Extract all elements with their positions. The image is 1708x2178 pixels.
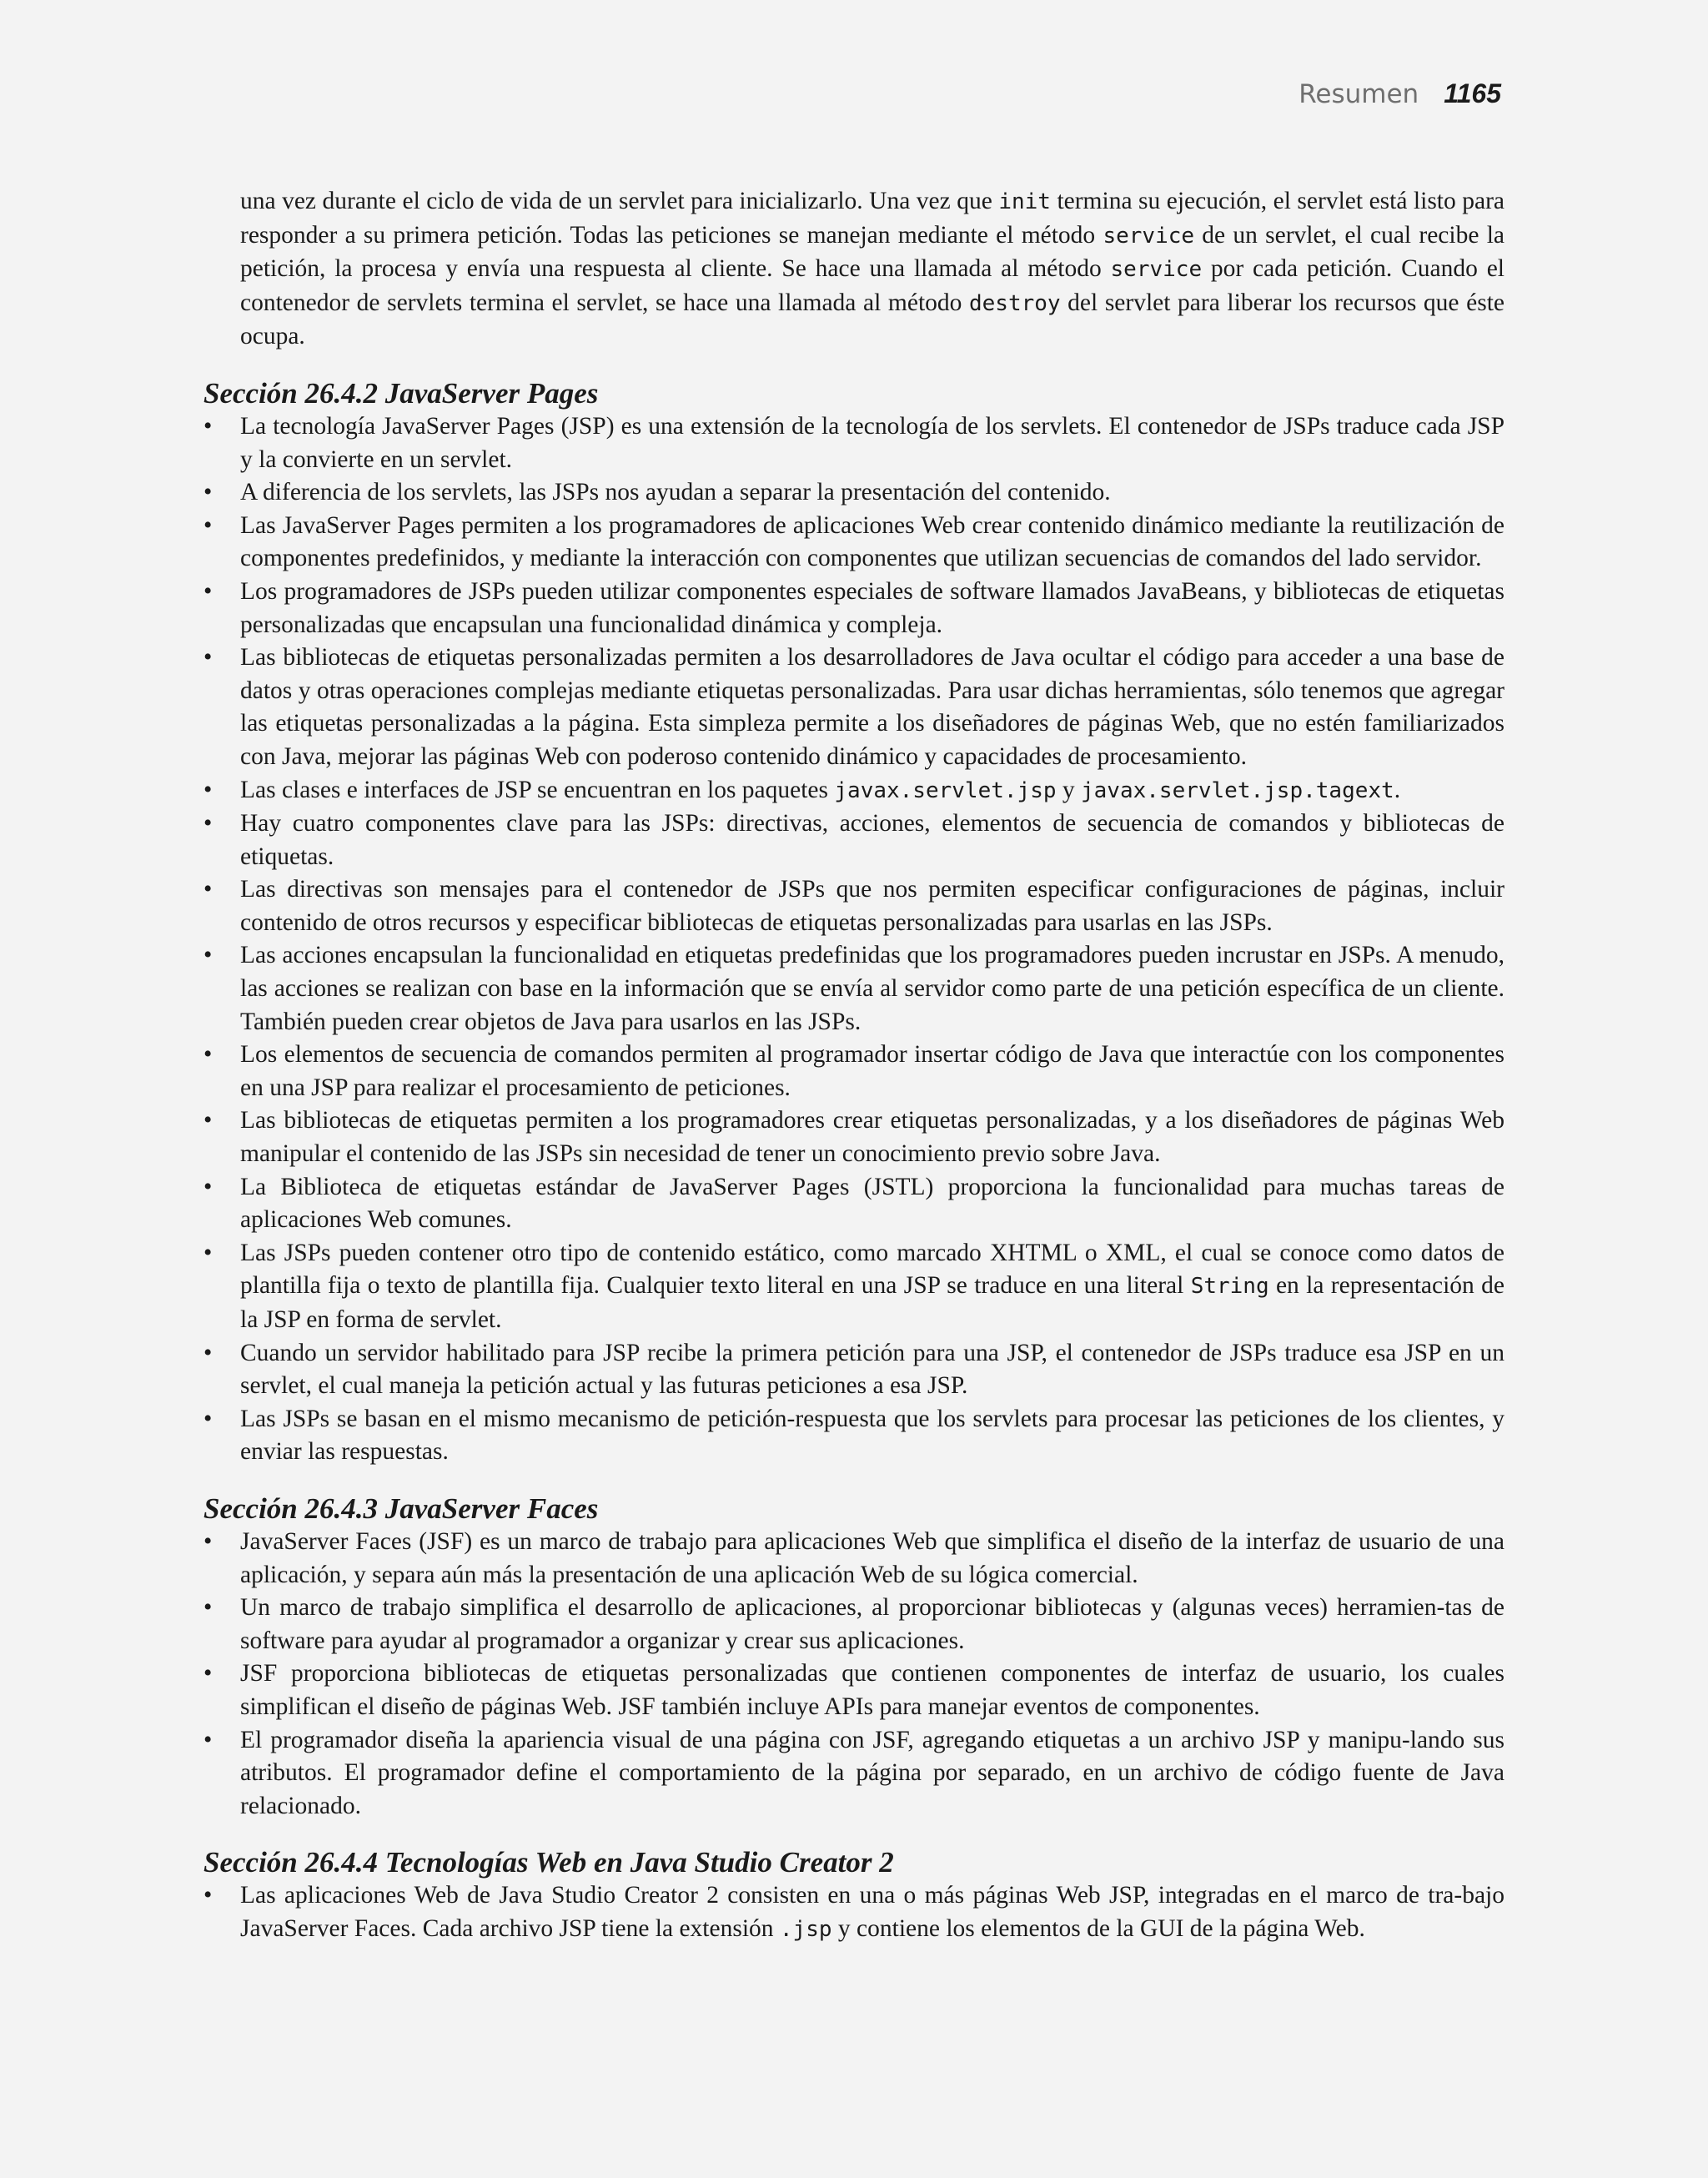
- page-body: [203, 185, 1505, 1947]
- bullet-list: [203, 1879, 1505, 1946]
- summary-sections: [203, 377, 1505, 1947]
- code-term: init: [998, 189, 1051, 214]
- page-number: 1165: [1444, 78, 1501, 108]
- text-run: Las directivas son mensajes para el contenedor de JSPs que nos permiten especificar configuraciones de páginas, incluir contenido de otros recursos y especificar bibliotecas de etiquetas personalizadas para usarlas en las JSPs.: [240, 876, 1505, 936]
- text-run: .: [1394, 776, 1401, 803]
- text-run: Las JSPs se basan en el mismo mecanismo de petición-respuesta que los servlets para procesar las peticiones de los clientes, y enviar las respuestas.: [240, 1405, 1505, 1466]
- text-run: Las clases e interfaces de JSP se encuentran en los paquetes: [240, 776, 835, 803]
- code-term: javax.servlet.jsp.tagext: [1081, 777, 1394, 803]
- bullet-item: [203, 1237, 1505, 1337]
- code-term: String: [1190, 1274, 1269, 1300]
- bullet-item: [203, 1657, 1505, 1723]
- text-run: de un servlet, el cual recibe la petición, la procesa y envía una respuesta al cliente. Se hace una llamada al método: [240, 221, 1505, 283]
- bullet-list: [203, 1526, 1505, 1823]
- bullet-list: [203, 410, 1505, 1469]
- bullet-item: [203, 510, 1505, 576]
- text-run: Un marco de trabajo simplifica el desarrollo de aplicaciones, al proporcionar bibliotecas y (algunas veces) herramien-tas de software para ayudar al programador a organizar y crear sus aplicaciones.: [240, 1594, 1505, 1654]
- bullet-item: [203, 873, 1505, 939]
- bullet-item: [203, 1403, 1505, 1469]
- bullet-item: [203, 576, 1505, 641]
- code-term: javax.servlet.jsp: [834, 777, 1057, 803]
- text-run: y contiene los elementos de la GUI de la página Web.: [831, 1914, 1365, 1942]
- running-head-section: Resumen: [1299, 79, 1419, 109]
- bullet-item: [203, 1592, 1505, 1657]
- bullet-item: [203, 807, 1505, 873]
- text-run: Los elementos de secuencia de comandos permiten al programador insertar código de Java que interactúe con los componentes en una JSP para realizar el procesamiento de peticiones.: [240, 1041, 1505, 1101]
- section-heading: Sección 26.4.2 JavaServer Pages: [203, 376, 599, 410]
- code-term: .jsp: [779, 1916, 832, 1942]
- text-run: del servlet para liberar los recursos que éste ocupa.: [240, 289, 1505, 350]
- bullet-item: [203, 476, 1505, 510]
- bullet-item: [203, 1526, 1505, 1592]
- text-run: Las acciones encapsulan la funcionalidad en etiquetas predefinidas que los programadores pueden incrustar en JSPs. A menudo, las acciones se realizan con base en la información que se envía al servidor como parte de una petición específica de un cliente. También pueden crear objetos de Java para usarlos en las JSPs.: [240, 942, 1505, 1035]
- section-heading: Sección 26.4.3 JavaServer Faces: [203, 1491, 599, 1525]
- intro-paragraph: [240, 185, 1505, 354]
- code-term: service: [1103, 223, 1195, 249]
- text-run: Las aplicaciones Web de Java Studio Creator 2 consisten en una o más páginas Web JSP, integradas en el marco de tra-bajo JavaServer Faces. Cada archivo JSP tiene la extensión: [240, 1882, 1505, 1942]
- bullet-item: [203, 1724, 1505, 1823]
- bullet-item: [203, 1039, 1505, 1104]
- bullet-item: [203, 410, 1505, 476]
- text-run: Las JSPs pueden contener otro tipo de contenido estático, como marcado XHTML o XML, el cual se conoce como datos de plantilla fija o texto de plantilla fija. Cualquier texto literal en una JSP se traduce en una literal: [240, 1239, 1505, 1300]
- text-run: El programador diseña la apariencia visual de una página con JSF, agregando etiquetas a un archivo JSP y manipu-lando sus atributos. El programador define el comportamiento de la página por separado, en un archivo de código fuente de Java relacionado.: [240, 1726, 1505, 1819]
- bullet-item: [203, 939, 1505, 1039]
- text-run: A diferencia de los servlets, las JSPs nos ayudan a separar la presentación del contenido.: [240, 479, 1111, 506]
- text-run: por cada petición. Cuando el contenedor de servlets termina el servlet, se hace una llamada al método: [240, 255, 1505, 316]
- text-run: Los programadores de JSPs pueden utilizar componentes especiales de software llamados JavaBeans, y bibliotecas de etiquetas personalizadas que encapsulan una funcionalidad dinámica y compleja.: [240, 577, 1505, 638]
- bullet-item: [203, 1337, 1505, 1403]
- bullet-item: [203, 641, 1505, 773]
- text-run: La Biblioteca de etiquetas estándar de JavaServer Pages (JSTL) proporciona la funcionalidad para muchas tareas de aplicaciones Web comunes.: [240, 1173, 1505, 1234]
- bullet-item: [203, 1171, 1505, 1237]
- text-run: Cuando un servidor habilitado para JSP recibe la primera petición para una JSP, el contenedor de JSPs traduce esa JSP en un servlet, el cual maneja la petición actual y las futuras peticiones a esa JSP.: [240, 1339, 1505, 1400]
- text-run: JSF proporciona bibliotecas de etiquetas personalizadas que contienen componentes de interfaz de usuario, los cuales simplifican el diseño de páginas Web. JSF también incluye APIs para manejar eventos de componentes.: [240, 1660, 1505, 1720]
- text-run: y: [1056, 776, 1081, 803]
- code-term: service: [1110, 257, 1203, 283]
- code-term: destroy: [969, 290, 1061, 316]
- bullet-item: [203, 1879, 1505, 1946]
- running-head: [1299, 80, 1501, 108]
- text-run: Las bibliotecas de etiquetas personalizadas permiten a los desarrolladores de Java ocultar el código para acceder a una base de datos y otras operaciones complejas mediante etiquetas personalizadas. Para usar dichas herramientas, sólo tenemos que agregar las etiquetas personalizadas a la página. Esta simpleza permite a los diseñadores de páginas Web, que no estén familiarizados con Java, mejorar las páginas Web con poderoso contenido dinámico y capacidades de procesamiento.: [240, 644, 1505, 770]
- text-run: JavaServer Faces (JSF) es un marco de trabajo para aplicaciones Web que simplifica el diseño de la interfaz de usuario de una aplicación, y separa aún más la presentación de una aplicación Web de su lógica comercial.: [240, 1527, 1505, 1588]
- bullet-item: [203, 1104, 1505, 1170]
- text-run: en la representación de la JSP en forma de servlet.: [240, 1272, 1505, 1333]
- text-run: Las bibliotecas de etiquetas permiten a los programadores crear etiquetas personalizadas, y a los diseñadores de páginas Web manipular el contenido de las JSPs sin necesidad de tener un conocimiento previo sobre Java.: [240, 1107, 1505, 1168]
- text-run: La tecnología JavaServer Pages (JSP) es una extensión de la tecnología de los servlets. El contenedor de JSPs traduce cada JSP y la convierte en un servlet.: [240, 412, 1505, 473]
- text-run: Las JavaServer Pages permiten a los programadores de aplicaciones Web crear contenido dinámico mediante la reutilización de componentes predefinidos, y mediante la interacción con componentes que utilizan secuencias de comandos del lado servidor.: [240, 511, 1505, 572]
- text-run: termina su ejecución, el servlet está listo para responder a su primera petición. Todas las peticiones se manejan mediante el método: [240, 188, 1505, 249]
- bullet-item: [203, 774, 1505, 808]
- text-run: una vez durante el ciclo de vida de un servlet para inicializarlo. Una vez que: [240, 188, 999, 214]
- text-run: Hay cuatro componentes clave para las JSPs: directivas, acciones, elementos de secuencia de comandos y bibliotecas de etiquetas.: [240, 810, 1505, 870]
- section-heading: Sección 26.4.4 Tecnologías Web en Java Studio Creator 2: [203, 1846, 894, 1879]
